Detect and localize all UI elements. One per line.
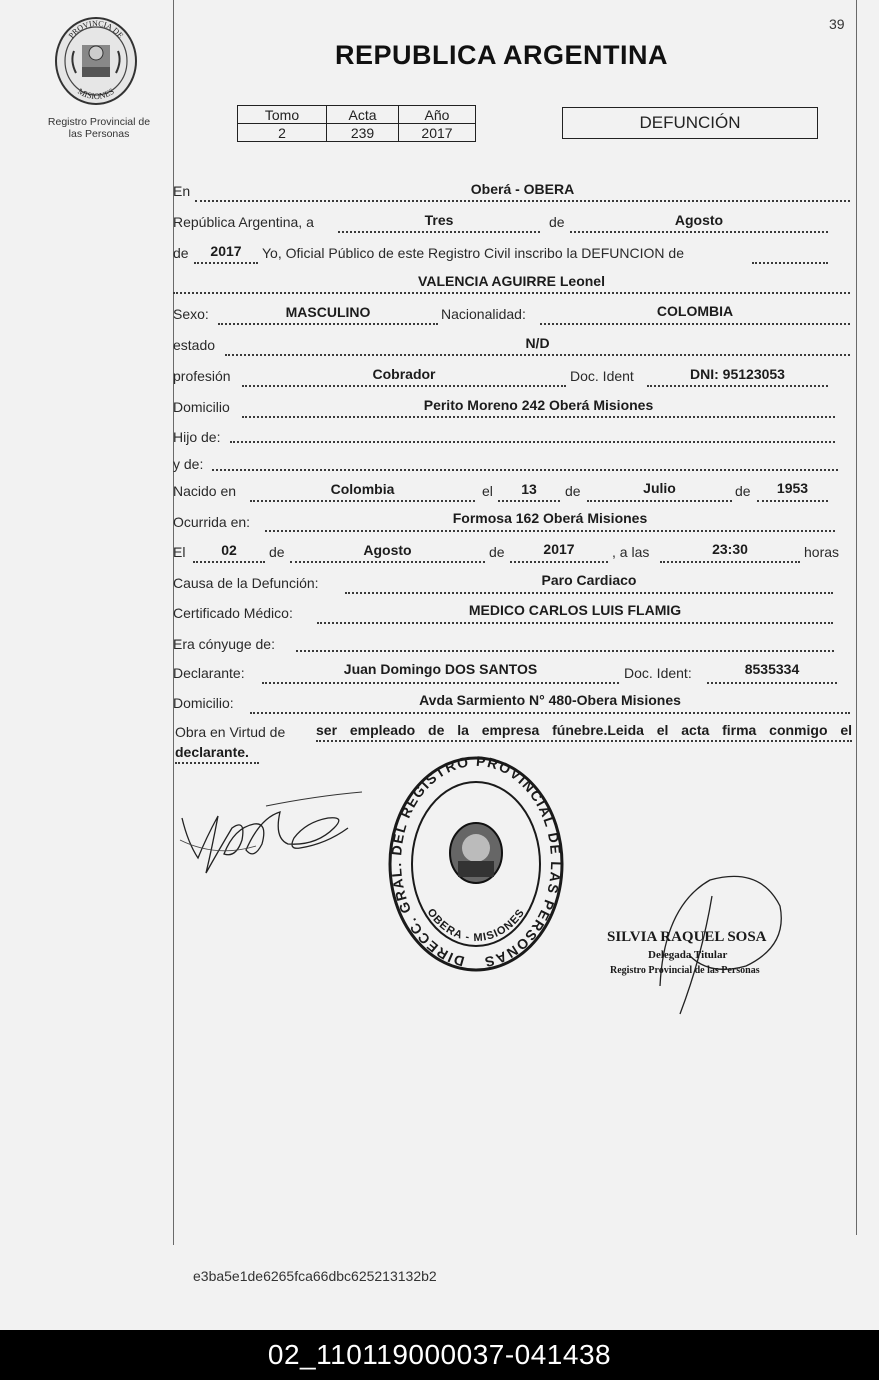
value-declarante-domicilio: Avda Sarmiento N° 480-Obera Misiones [419,692,681,708]
line-oficial-end [752,262,828,264]
official-office: Registro Provincial de las Personas [610,965,760,976]
logo-caption-line2: las Personas [68,128,130,140]
value-documento: DNI: 95123053 [690,366,785,382]
header-anio: Año [399,106,476,124]
label-de-def-mes: de [269,544,285,560]
line-ocurrida-en [265,530,835,532]
value-anio-defuncion: 2017 [543,541,575,557]
label-causa: Causa de la Defunción: [173,575,319,591]
act-type-box: DEFUNCIÓN [562,107,818,139]
line-y-de [212,469,838,471]
value-declarante-doc: 8535334 [744,661,800,677]
label-declarante: Declarante: [173,665,245,681]
value-obra-line2: declarante. [175,744,249,760]
line-declarante [262,682,619,684]
line-lugar [195,200,850,202]
line-nombre [173,292,850,294]
label-a-las: , a las [612,544,650,560]
label-republica: República Argentina, a [173,214,314,230]
label-ocurrida-en: Ocurrida en: [173,514,251,530]
line-hijo-de [230,441,835,443]
value-dia-defuncion: 02 [221,542,237,558]
line-mes-inscripcion [570,231,828,233]
label-el: el [482,483,493,499]
line-profesion [242,385,566,387]
line-anio-nacimiento [757,500,828,502]
svg-text:OBERA - MISIONES: OBERA - MISIONES [424,906,528,945]
label-profesion: profesión [173,368,231,384]
value-nombre: VALENCIA AGUIRRE Leonel [418,273,605,289]
registry-table-header-row [238,106,476,124]
value-causa: Paro Cardiaco [541,572,637,588]
label-y-de: y de: [173,456,204,472]
official-title: Delegada Titular [648,949,728,961]
value-domicilio: Perito Moreno 242 Oberá Misiones [423,397,654,413]
line-estado [225,354,850,356]
official-name: SILVIA RAQUEL SOSA [607,929,767,945]
line-declarante-domicilio [250,712,850,714]
line-declarante-doc [707,682,837,684]
line-mes-defuncion [290,561,485,563]
value-declarante: Juan Domingo DOS SANTOS [343,661,538,677]
label-oficial: Yo, Oficial Público de este Registro Civil inscribo la DEFUNCION de [262,245,684,261]
value-mes-nacimiento: Julio [643,480,676,496]
value-profesion: Cobrador [372,366,436,382]
line-obra-2 [175,762,259,764]
label-nacionalidad: Nacionalidad: [441,306,526,322]
header-acta: Acta [327,106,399,124]
line-nacido-en [250,500,475,502]
line-nacionalidad [540,323,850,325]
value-mes-inscripcion: Agosto [674,212,724,228]
svg-text:MISIONES: MISIONES [76,85,116,102]
label-certificado: Certificado Médico: [173,605,293,621]
line-hora-defuncion [660,561,800,563]
label-doc-ident: Doc. Ident [570,368,634,384]
value-ocurrida-en: Formosa 162 Oberá Misiones [452,510,648,526]
value-tomo: 2 [238,124,327,142]
footer-code: 02_110119000037-041438 [267,1339,612,1370]
value-nacionalidad: COLOMBIA [656,303,734,319]
value-anio: 2017 [399,124,476,142]
value-lugar: Oberá - OBERA [470,181,575,197]
registry-table-value-row [238,124,476,142]
label-horas: horas [804,544,840,560]
value-sexo: MASCULINO [285,304,371,320]
label-doc-ident-declarante: Doc. Ident: [624,665,692,681]
line-sexo [218,323,438,325]
value-anio-inscripcion: 2017 [210,243,242,259]
line-documento [647,385,828,387]
misiones-seal-logo [52,15,140,107]
line-mes-nacimiento [587,500,732,502]
value-dia-inscripcion: Tres [424,212,454,228]
footer-code-bar [0,1330,879,1380]
registry-table [237,105,476,142]
value-certificado: MEDICO CARLOS LUIS FLAMIG [468,602,682,618]
label-de-def-anio: de [489,544,505,560]
line-anio-inscripcion [194,262,258,264]
value-obra-line1: ser empleado de la empresa fúnebre.Leida el acta firma conmigo el [316,722,852,738]
label-hijo-de: Hijo de: [173,429,221,445]
value-acta: 239 [327,124,399,142]
label-domicilio-declarante: Domicilio: [173,695,234,711]
svg-text:PROVINCIA DE: PROVINCIA DE [66,18,126,40]
registry-stamp [386,753,566,975]
line-dia-defuncion [193,561,265,563]
label-domicilio: Domicilio [173,399,230,415]
svg-text:DIRECC. GRAL. DEL REGISTRO PRO: DIRECC. GRAL. DEL REGISTRO PROVINCIAL DE LAS PERSONAS [388,753,565,971]
right-margin-line [856,0,857,1235]
line-obra-1 [316,740,852,742]
line-causa [345,592,833,594]
logo-caption-line1: Registro Provincial de [47,116,151,128]
document-hash: e3ba5e1de6265fca66dbc625213132b2 [193,1268,437,1284]
line-domicilio [242,416,835,418]
page-number: 39 [829,16,845,32]
label-de-nac-anio: de [735,483,751,499]
label-conyuge: Era cónyuge de: [173,636,275,652]
line-certificado [317,622,833,624]
line-dia-inscripcion [338,231,540,233]
label-de-nac-mes: de [565,483,581,499]
line-anio-defuncion [510,561,608,563]
declarant-signature [176,788,366,888]
label-de-anio: de [173,245,189,261]
document-title: REPUBLICA ARGENTINA [335,40,668,70]
label-sexo: Sexo: [173,306,209,322]
header-tomo: Tomo [238,106,327,124]
logo-caption [30,116,168,140]
line-conyuge [296,650,834,652]
value-dia-nacimiento: 13 [521,481,537,497]
line-dia-nacimiento [498,500,560,502]
label-nacido-en: Nacido en [173,483,237,499]
label-de: de [549,214,565,230]
value-estado: N/D [525,335,550,351]
label-estado: estado [173,337,216,353]
label-obra: Obra en Virtud de [175,724,286,740]
label-el-defuncion: El [173,544,186,560]
value-nacido-en: Colombia [330,481,395,497]
value-anio-nacimiento: 1953 [776,480,809,496]
value-hora-defuncion: 23:30 [712,541,748,557]
label-en: En [173,183,191,199]
value-mes-defuncion: Agosto [363,542,412,558]
